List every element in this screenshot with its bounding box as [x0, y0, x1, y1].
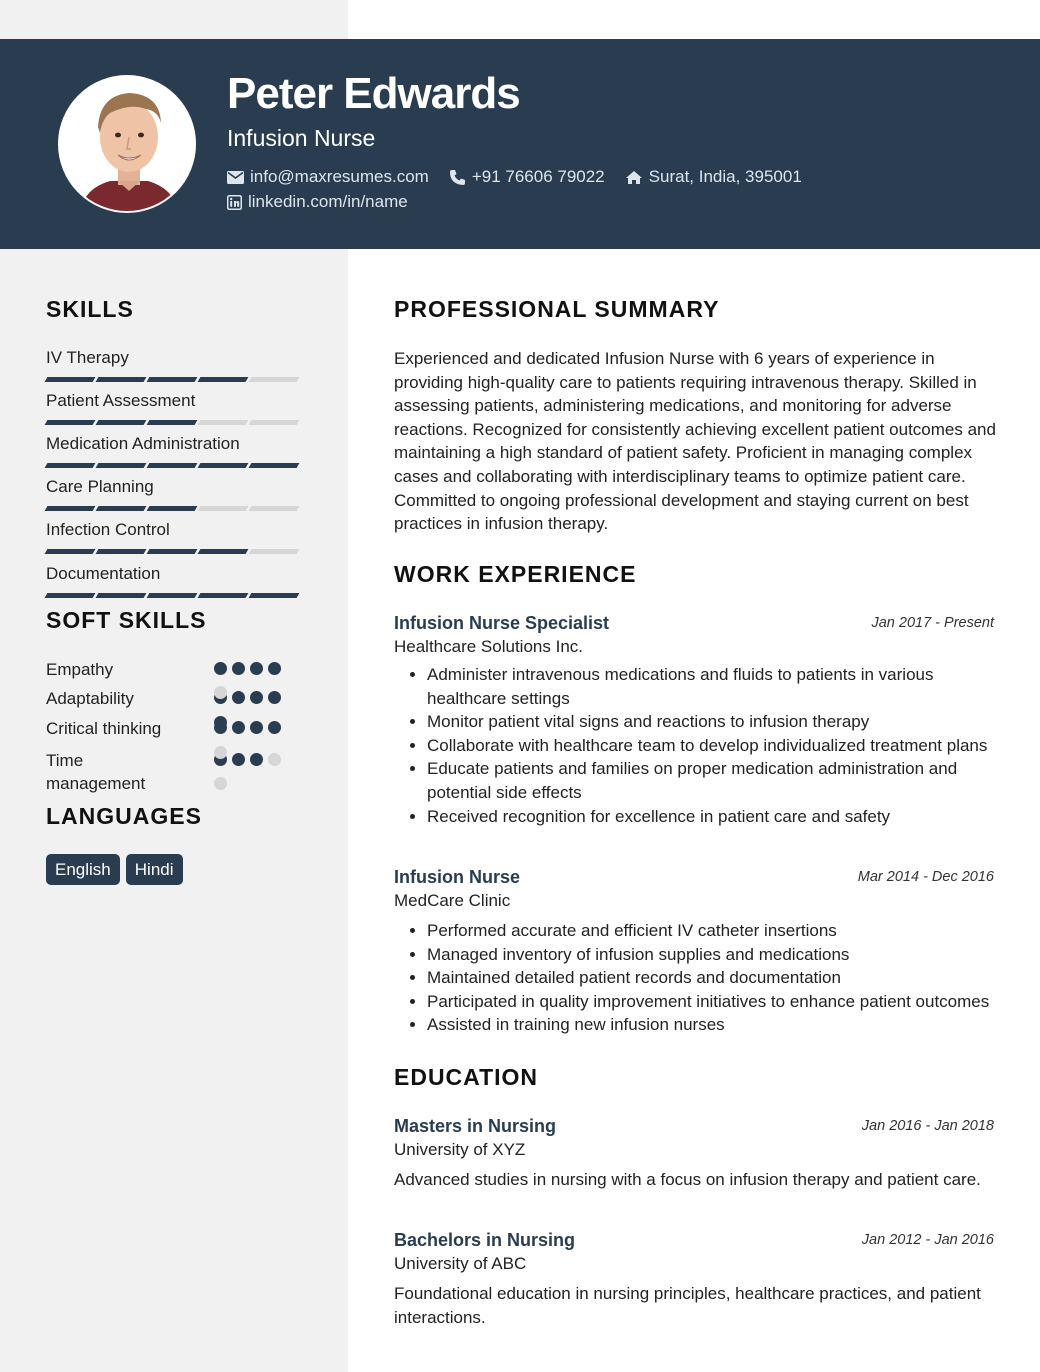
rating-dot — [250, 662, 263, 675]
skill-item — [46, 477, 302, 511]
skill-bar-segment — [249, 377, 300, 382]
skill-bar-segment — [96, 377, 147, 382]
skill-bar-segment — [249, 420, 300, 425]
soft-skill-item — [46, 658, 296, 681]
rating-dot-overflow — [214, 686, 227, 699]
rating-dot — [250, 691, 263, 704]
avatar — [58, 75, 196, 213]
skill-name: IV Therapy — [46, 348, 129, 367]
school-name: University of ABC — [394, 1254, 527, 1273]
soft-skill-name: Critical thinking — [46, 719, 162, 738]
list-item: • Managed inventory of infusion supplies and medications — [427, 943, 994, 967]
skill-bar-segment — [45, 593, 96, 598]
rating-dot — [232, 662, 245, 675]
skill-level-bar — [46, 593, 302, 598]
rating-dot — [214, 662, 227, 675]
contact-phone[interactable] — [449, 167, 605, 187]
skill-bar-segment — [45, 506, 96, 511]
rating-dot — [268, 662, 281, 675]
school-name: University of XYZ — [394, 1140, 526, 1159]
job-bullets — [394, 919, 994, 1037]
list-item: • Received recognition for excellence in patient care and safety — [427, 805, 994, 829]
rating-dot-overflow — [214, 777, 227, 790]
languages-heading: LANGUAGES — [46, 803, 202, 829]
skill-bar-segment — [45, 463, 96, 468]
skill-bar-segment — [45, 377, 96, 382]
job-bullets — [394, 663, 994, 828]
job-date: Jan 2017 - Present — [871, 615, 994, 631]
skill-bar-segment — [45, 420, 96, 425]
skill-level-bar — [46, 420, 302, 425]
education-entry — [394, 1116, 994, 1192]
skill-level-bar — [46, 463, 302, 468]
profile-photo — [60, 77, 196, 213]
language-badge: English — [46, 854, 120, 885]
list-item: • Administer intravenous medications and fluids to patients in various healthcare settings — [427, 663, 994, 710]
soft-skill-name: Adaptability — [46, 689, 134, 708]
list-item: • Educate patients and families on proper medication administration and potential side effects — [427, 757, 994, 804]
list-item: • Maintained detailed patient records and documentation — [427, 966, 994, 990]
job-entry — [394, 867, 994, 1037]
rating-dot — [268, 721, 281, 734]
rating-dot — [250, 753, 263, 766]
linkedin-text: linkedin.com/in/name — [248, 192, 408, 211]
linkedin-icon — [227, 195, 242, 210]
soft-skill-item — [46, 749, 296, 795]
skill-bar-segment — [96, 549, 147, 554]
language-badge: Hindi — [126, 854, 183, 885]
skill-bar-segment — [198, 549, 249, 554]
rating-dot — [268, 691, 281, 704]
languages-list — [46, 854, 183, 885]
skill-name: Medication Administration — [46, 434, 240, 453]
skill-bar-segment — [198, 377, 249, 382]
rating-dot — [268, 753, 281, 766]
summary-text: Experienced and dedicated Infusion Nurse with 6 years of experience in providing high-quality care to patients requiring intravenous therapy. Skilled in assessing patients, administering medications, and monitoring for adverse reactions. Recognized for consistently achieving excellent patient outcomes and maintaining a high standard of patient safety. Proficient in managing complex cases and collaborating with interdisciplinary teams to optimize patient care. Committed to ongoing professional development and staying current on best practices in infusion therapy. — [394, 349, 996, 534]
skill-bar-segment — [198, 593, 249, 598]
job-role: Infusion Nurse — [394, 867, 521, 887]
skill-level-bar — [46, 506, 302, 511]
skill-bar-segment — [147, 420, 198, 425]
skill-bar-segment — [147, 463, 198, 468]
education-description: Advanced studies in nursing with a focus on infusion therapy and patient care. — [394, 1170, 981, 1189]
soft-skill-item — [46, 687, 296, 710]
location-text: Surat, India, 395001 — [648, 167, 802, 186]
job-role: Infusion Nurse Specialist — [394, 613, 610, 633]
skill-bar-segment — [249, 549, 300, 554]
rating-dot-overflow — [214, 716, 227, 729]
degree-name: Masters in Nursing — [394, 1116, 557, 1136]
degree-name: Bachelors in Nursing — [394, 1230, 576, 1250]
skill-bar-segment — [198, 420, 249, 425]
skill-name: Documentation — [46, 564, 161, 583]
skill-bar-segment — [198, 506, 249, 511]
contact-location — [625, 167, 802, 187]
skill-bar-segment — [147, 377, 198, 382]
list-item: • Participated in quality improvement initiatives to enhance patient outcomes — [427, 990, 994, 1014]
skill-name: Patient Assessment — [46, 391, 196, 410]
summary-heading: PROFESSIONAL SUMMARY — [394, 296, 720, 322]
rating-dot — [232, 691, 245, 704]
candidate-name: Peter Edwards — [227, 69, 520, 118]
soft-skill-name: Time management — [46, 751, 146, 793]
job-entry — [394, 613, 994, 828]
skill-bar-segment — [96, 593, 147, 598]
skill-bar-segment — [198, 463, 249, 468]
skill-bar-segment — [45, 549, 96, 554]
education-entry — [394, 1230, 994, 1329]
education-heading: EDUCATION — [394, 1064, 539, 1090]
skill-item — [46, 520, 302, 554]
job-date: Mar 2014 - Dec 2016 — [857, 869, 994, 885]
skill-bar-segment — [249, 593, 300, 598]
soft-skill-rating — [214, 662, 281, 675]
candidate-title: Infusion Nurse — [227, 125, 376, 151]
job-company: Healthcare Solutions Inc. — [394, 637, 583, 656]
resume-header — [0, 39, 1040, 249]
skill-bar-segment — [96, 420, 147, 425]
email-text: info@maxresumes.com — [250, 167, 429, 186]
skill-bar-segment — [249, 463, 300, 468]
contact-email[interactable] — [227, 167, 429, 187]
skill-bar-segment — [249, 506, 300, 511]
skill-item — [46, 391, 302, 425]
job-company: MedCare Clinic — [394, 891, 511, 910]
skill-bar-segment — [147, 506, 198, 511]
soft-skills-heading: SOFT SKILLS — [46, 607, 207, 633]
rating-dot — [232, 721, 245, 734]
skill-name: Infection Control — [46, 520, 170, 539]
envelope-icon — [227, 171, 244, 184]
education-date: Jan 2012 - Jan 2016 — [861, 1232, 994, 1248]
contact-row-2 — [227, 192, 428, 212]
list-item: • Monitor patient vital signs and reactions to infusion therapy — [427, 710, 994, 734]
skill-bar-segment — [96, 506, 147, 511]
experience-heading: WORK EXPERIENCE — [394, 561, 637, 587]
rating-dot — [232, 753, 245, 766]
skill-item — [46, 434, 302, 468]
skill-level-bar — [46, 549, 302, 554]
education-date: Jan 2016 - Jan 2018 — [861, 1118, 994, 1134]
skill-item — [46, 564, 302, 598]
home-icon — [625, 170, 643, 185]
skill-bar-segment — [147, 549, 198, 554]
rating-dot — [250, 721, 263, 734]
skill-name: Care Planning — [46, 477, 154, 496]
skills-heading: SKILLS — [46, 296, 134, 322]
list-item: • Assisted in training new infusion nurses — [427, 1013, 994, 1037]
skill-item — [46, 348, 302, 382]
skill-bar-segment — [147, 593, 198, 598]
contact-row — [227, 167, 822, 187]
phone-icon — [449, 169, 466, 186]
skill-bar-segment — [96, 463, 147, 468]
rating-dot-overflow — [214, 746, 227, 759]
education-description: Foundational education in nursing principles, healthcare practices, and patient interactions. — [394, 1284, 981, 1327]
skill-level-bar — [46, 377, 302, 382]
list-item: • Collaborate with healthcare team to develop individualized treatment plans — [427, 734, 994, 758]
list-item: • Performed accurate and efficient IV catheter insertions — [427, 919, 994, 943]
soft-skill-item — [46, 717, 296, 740]
soft-skill-name: Empathy — [46, 660, 114, 679]
contact-linkedin[interactable] — [227, 192, 408, 212]
phone-text: +91 76606 79022 — [471, 167, 605, 186]
